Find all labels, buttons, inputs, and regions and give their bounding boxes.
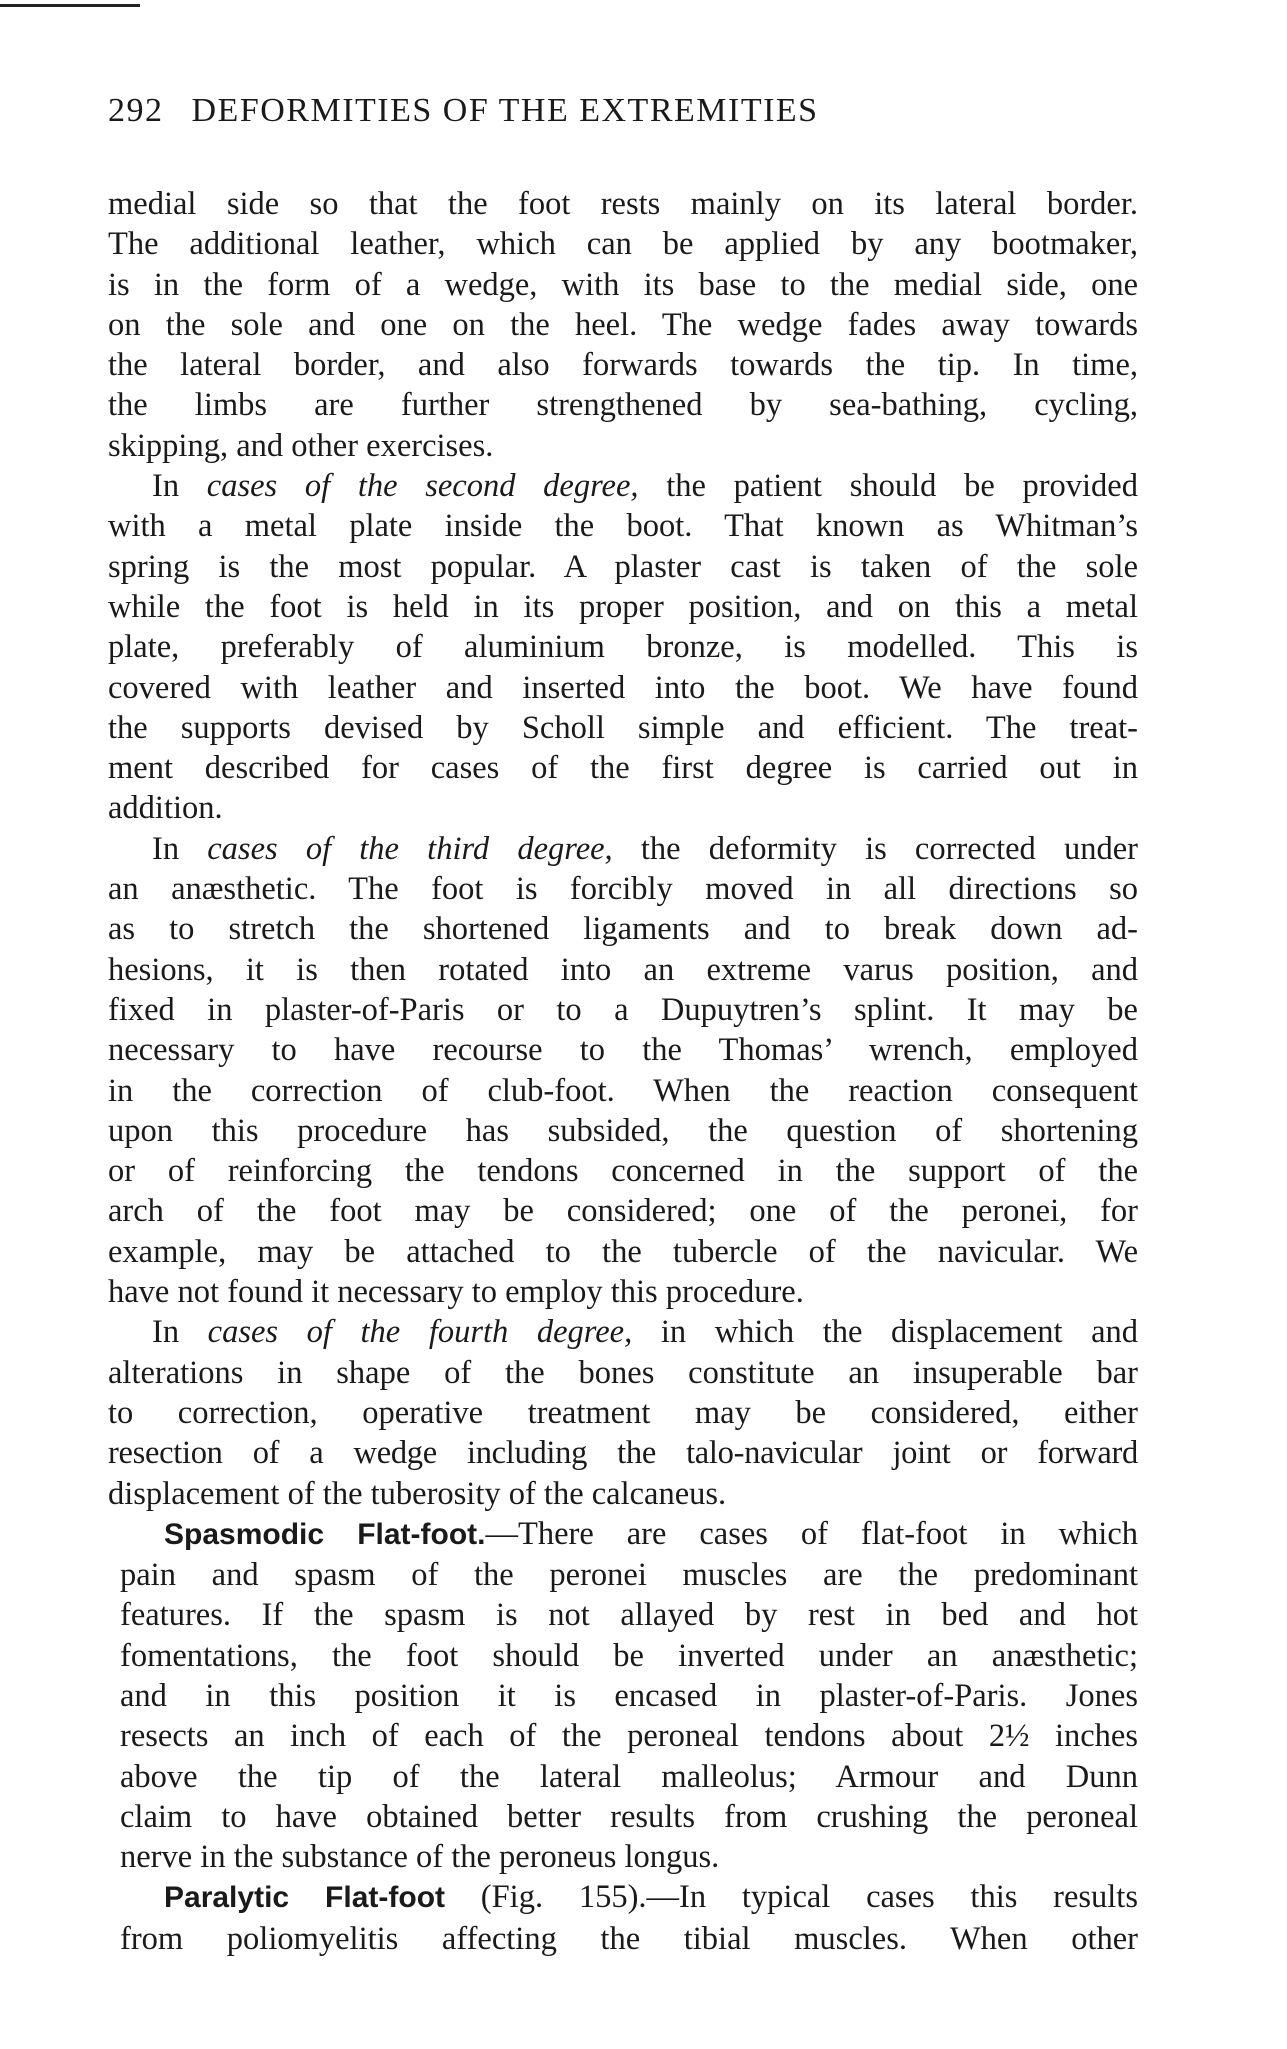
text-line: have not found it necessary to employ this procedure.: [108, 1274, 804, 1311]
text-line: claim to have obtained better results from crushing the peroneal: [120, 1798, 1138, 1835]
text-line: or of reinforcing the tendons concerned in the support of the: [108, 1153, 1138, 1190]
text-line: spring is the most popular. A plaster cast is taken of the sole: [108, 548, 1138, 585]
emphasis-text: cases of the second degree,: [206, 468, 639, 505]
text-line: to correction, operative treatment may be considered, either: [108, 1394, 1138, 1431]
text-line: skipping, and other exercises.: [108, 427, 494, 464]
text-line: hesions, it is then rotated into an extreme varus position, and: [108, 951, 1138, 988]
text-line: the lateral border, and also forwards towards the tip. In time,: [108, 347, 1138, 384]
text-line: plate, preferably of aluminium bronze, is modelled. This is: [108, 629, 1138, 666]
text-line: ment described for cases of the first degree is carried out in: [108, 750, 1138, 787]
section-heading: Paralytic Flat-foot: [164, 1881, 446, 1915]
text-line: arch of the foot may be considered; one of the peronei, for: [108, 1193, 1138, 1230]
text-line: The additional leather, which can be applied by any bootmaker,: [108, 226, 1138, 263]
paragraph: [108, 184, 1138, 466]
text-line: resection of a wedge including the talo-navicular joint or forward: [108, 1435, 1138, 1472]
text-line: as to stretch the shortened ligaments and to break down ad-: [108, 911, 1138, 948]
lead-in: In: [152, 468, 207, 505]
text-line: pain and spasm of the peronei muscles are the predominant: [120, 1557, 1138, 1594]
page-number: 292: [108, 92, 164, 129]
text-line: example, may be attached to the tubercle of the navicular. We: [108, 1233, 1138, 1270]
text-line: fixed in plaster-of-Paris or to a Dupuytren’s splint. It may be: [108, 991, 1138, 1028]
text-line: features. If the spasm is not allayed by rest in bed and hot: [120, 1597, 1138, 1634]
text-line: displacement of the tuberosity of the calcaneus.: [108, 1475, 727, 1512]
text-line: [120, 1877, 1138, 1918]
text-line: [120, 1514, 1138, 1555]
text-line: medial side so that the foot rests mainly on its lateral border.: [108, 186, 1138, 222]
top-rule: [0, 4, 140, 7]
text-line: covered with leather and inserted into the boot. We have found: [108, 669, 1138, 706]
emphasis-text: cases of the fourth degree,: [207, 1314, 633, 1351]
text-line: [108, 1312, 1138, 1352]
text-line: fomentations, the foot should be inverted under an anæsthetic;: [120, 1637, 1138, 1674]
text-line: in the correction of club-foot. When the reaction consequent: [108, 1072, 1138, 1109]
text-line: while the foot is held in its proper position, and on this a metal: [108, 588, 1138, 625]
text-line: from poliomyelitis affecting the tibial muscles. When other: [120, 1920, 1138, 1957]
text-line: resects an inch of each of the peroneal tendons about 2½ inches: [120, 1718, 1138, 1755]
text-line: upon this procedure has subsided, the question of shortening: [108, 1112, 1138, 1149]
emphasis-text: cases of the third degree,: [207, 830, 613, 867]
lead-in: In: [152, 830, 208, 867]
text-line: the supports devised by Scholl simple and efficient. The treat-: [108, 709, 1138, 746]
body-text: [108, 184, 1138, 1959]
text-line: alterations in shape of the bones constitute an insuperable bar: [108, 1354, 1138, 1391]
text-line: [108, 829, 1138, 869]
running-title: DEFORMITIES OF THE EXTREMITIES: [191, 92, 819, 129]
running-header: [108, 92, 819, 130]
paragraph: [108, 1877, 1138, 1959]
paragraph: [108, 466, 1138, 829]
text-line: an anæsthetic. The foot is forcibly moved in all directions so: [108, 871, 1138, 908]
line-rest: the patient should be provided: [638, 468, 1138, 505]
text-line: [108, 466, 1138, 506]
text-line: above the tip of the lateral malleolus; Armour and Dunn: [120, 1758, 1138, 1795]
line-rest: in which the displacement and: [632, 1314, 1138, 1351]
paragraph: [108, 829, 1138, 1313]
section-heading: Spasmodic Flat-foot.: [164, 1517, 486, 1551]
line-rest: (Fig. 155).—In typical cases this results: [445, 1879, 1138, 1916]
line-rest: —There are cases of flat-foot in which: [485, 1515, 1138, 1552]
text-line: the limbs are further strengthened by sea-bathing, cycling,: [108, 387, 1138, 424]
lead-in: In: [152, 1314, 208, 1351]
line-rest: the deformity is corrected under: [612, 830, 1138, 867]
text-line: with a metal plate inside the boot. That known as Whitman’s: [108, 508, 1138, 545]
paragraph: [108, 1312, 1138, 1513]
text-line: is in the form of a wedge, with its base to the medial side, one: [108, 266, 1138, 303]
text-line: addition.: [108, 790, 223, 827]
text-line: necessary to have recourse to the Thomas’ wrench, employed: [108, 1032, 1138, 1069]
text-line: nerve in the substance of the peroneus longus.: [120, 1839, 720, 1876]
paragraph: [108, 1514, 1138, 1878]
text-line: and in this position it is encased in plaster-of-Paris. Jones: [120, 1677, 1138, 1714]
text-line: on the sole and one on the heel. The wedge fades away towards: [108, 306, 1138, 343]
